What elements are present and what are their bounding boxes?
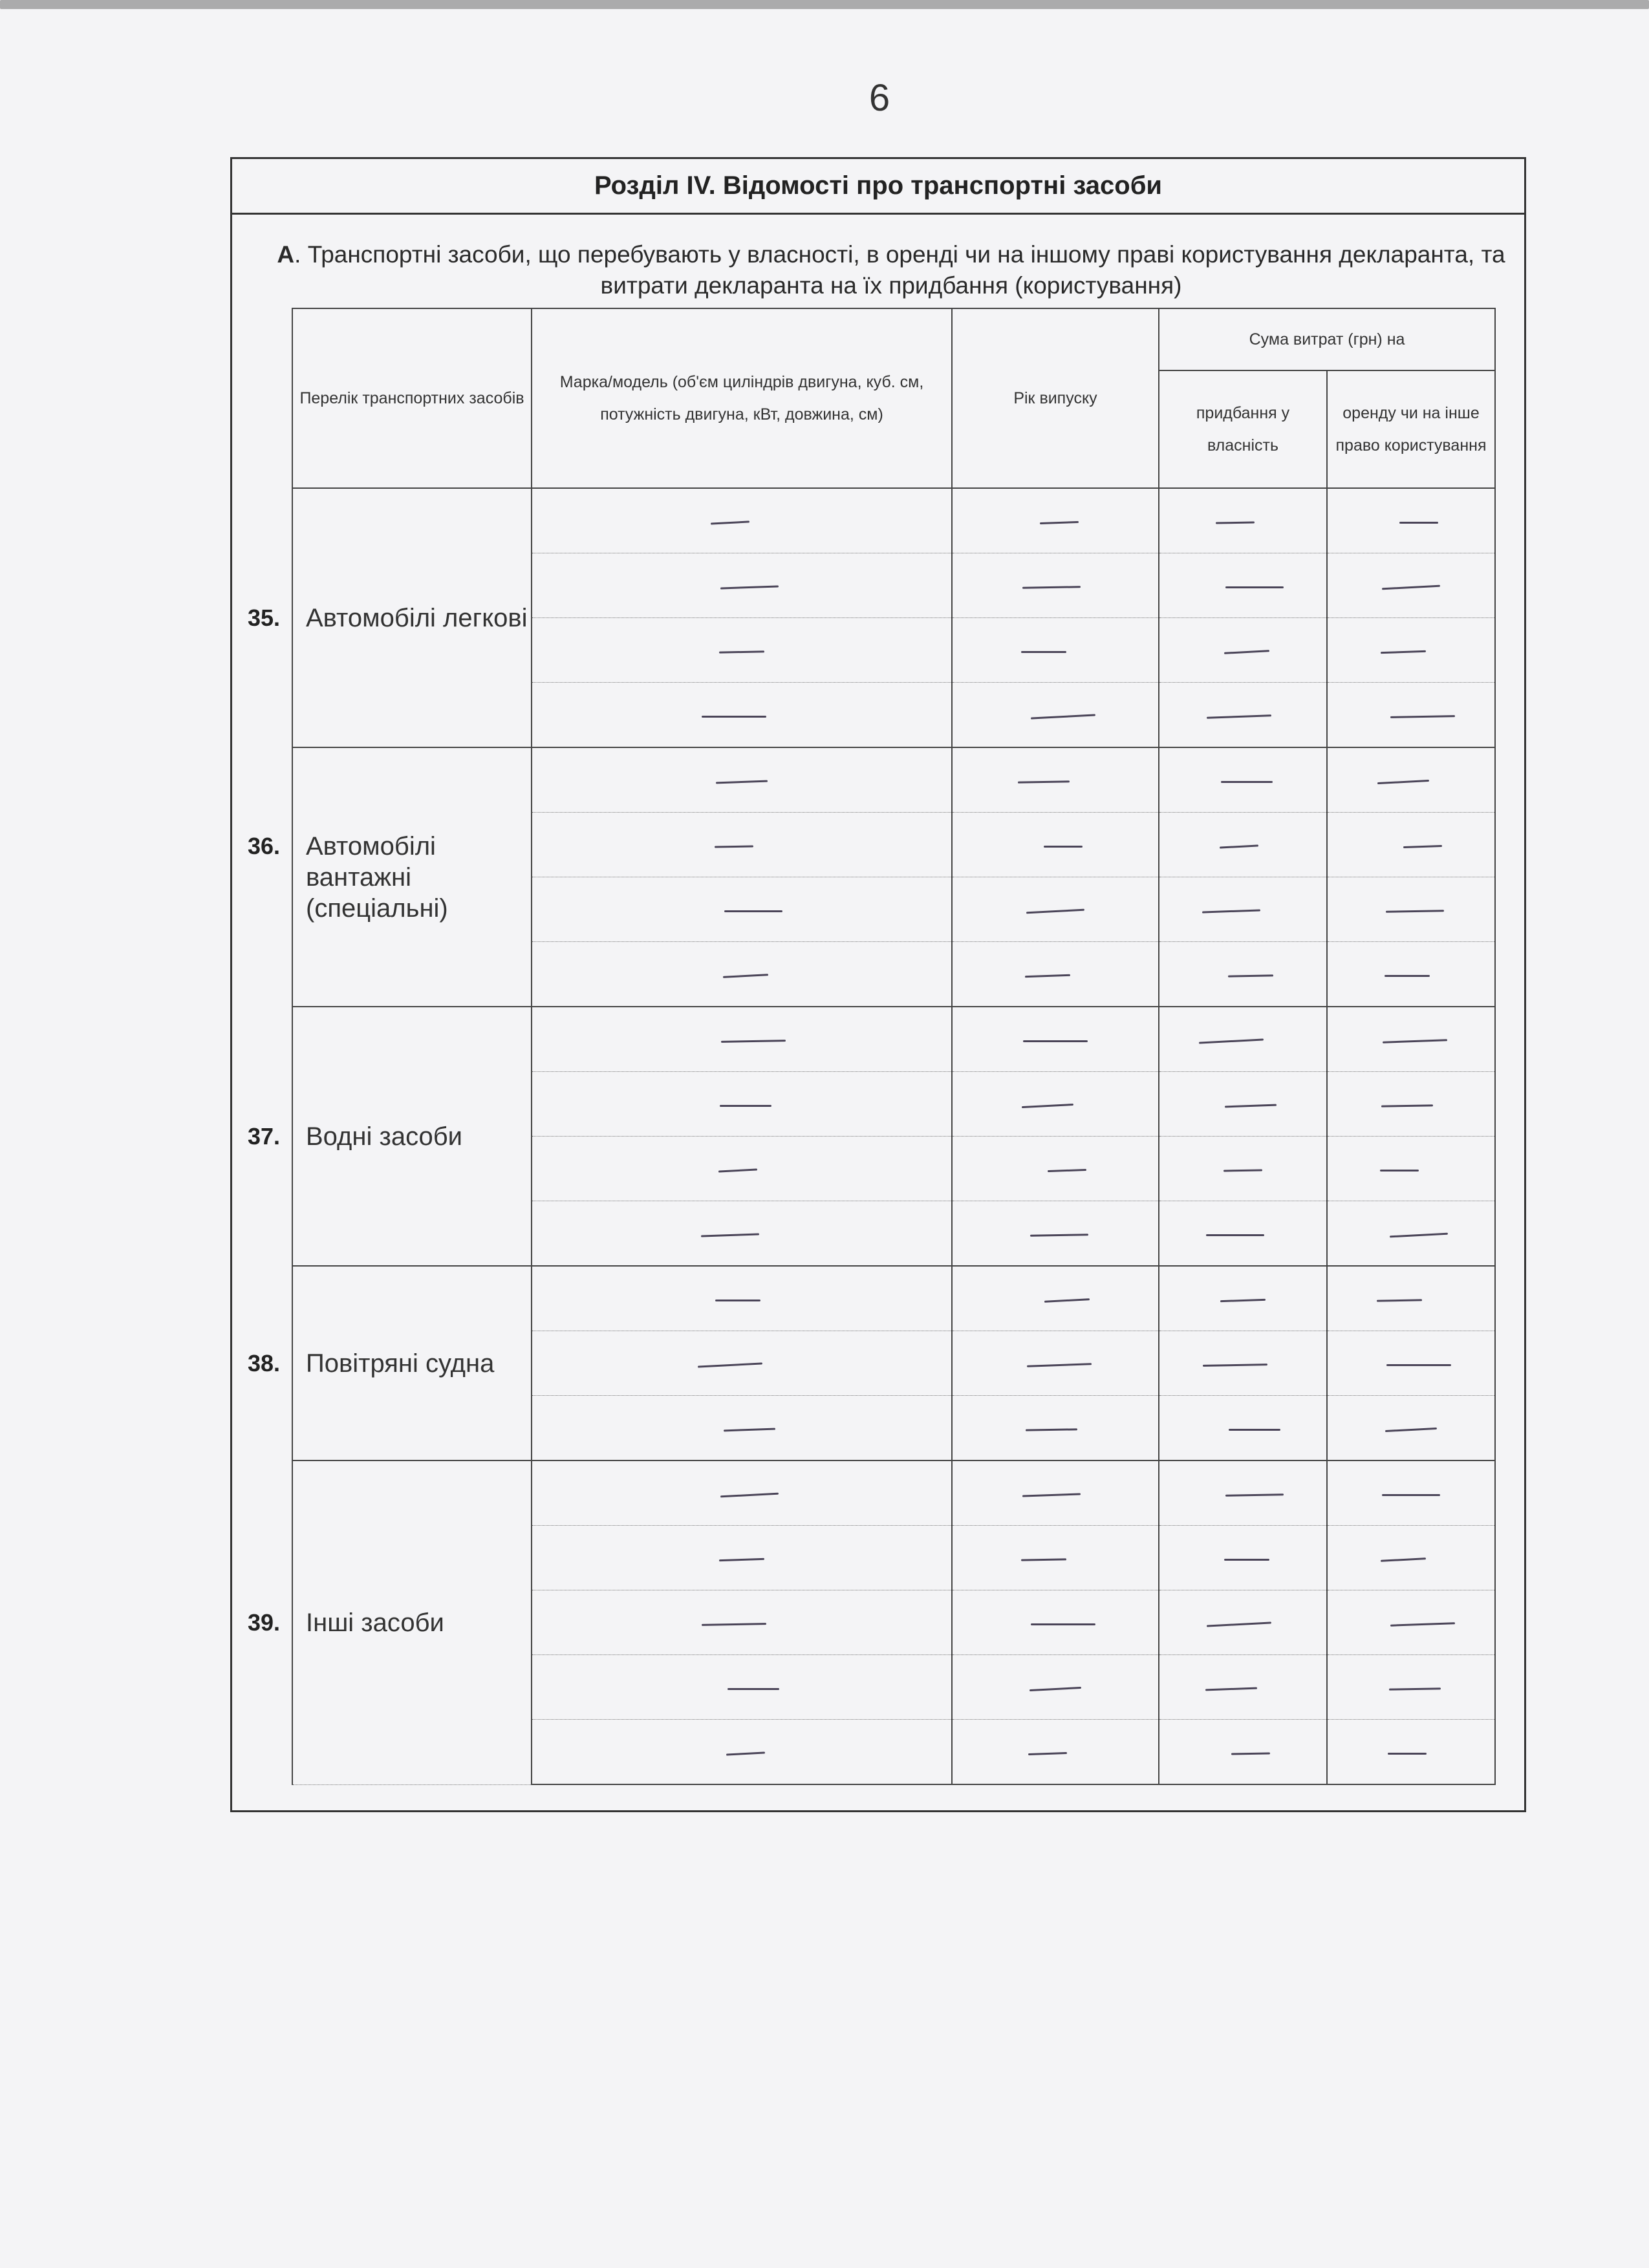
empty-dash-mark: [1385, 1427, 1437, 1431]
empty-dash-mark: [1025, 974, 1070, 977]
empty-dash-mark: [1224, 1559, 1269, 1561]
table-body: [248, 488, 1495, 1784]
empty-dash-mark: [1048, 1168, 1086, 1171]
empty-dash-mark: [701, 1233, 759, 1237]
table-row: [292, 747, 1495, 813]
empty-dash-mark: [1022, 1493, 1081, 1497]
cell-model: [532, 1072, 952, 1137]
cell-purchase: [1159, 1007, 1327, 1072]
empty-dash-mark: [1388, 1753, 1427, 1755]
cell-year: [952, 1526, 1159, 1590]
cell-purchase: [1159, 553, 1327, 618]
empty-dash-mark: [1390, 1232, 1448, 1237]
category-cell: [248, 1266, 532, 1460]
empty-dash-mark: [1383, 1039, 1447, 1043]
empty-dash-mark: [727, 1688, 779, 1690]
cell-lease: [1327, 553, 1495, 618]
table-row: [292, 488, 1495, 553]
cell-purchase: [1159, 1266, 1327, 1331]
empty-dash-mark: [1027, 1363, 1092, 1367]
cell-model: [532, 1460, 952, 1526]
scan-edge-mark: [0, 0, 1649, 9]
cell-purchase: [1159, 877, 1327, 942]
empty-dash-mark: [1380, 1170, 1419, 1171]
cell-lease: [1327, 1201, 1495, 1267]
empty-dash-mark: [1040, 520, 1079, 524]
empty-dash-mark: [1021, 651, 1066, 653]
empty-dash-mark: [724, 1428, 775, 1431]
empty-dash-mark: [1199, 1038, 1264, 1043]
cell-year: [952, 1590, 1159, 1655]
cell-purchase: [1159, 1072, 1327, 1137]
cell-purchase: [1159, 942, 1327, 1007]
row-number: 35.: [248, 604, 281, 631]
cell-year: [952, 1266, 1159, 1331]
category-label: Автомобілі легкові: [306, 603, 528, 632]
empty-dash-mark: [711, 520, 749, 524]
cell-lease: [1327, 618, 1495, 683]
cell-model: [532, 1526, 952, 1590]
category-label: Інші засоби: [306, 1608, 444, 1637]
header-year: Рік випуску: [952, 308, 1159, 488]
empty-dash-mark: [698, 1362, 762, 1367]
empty-dash-mark: [1216, 521, 1255, 524]
empty-dash-mark: [1028, 1751, 1067, 1755]
empty-dash-mark: [1206, 1234, 1264, 1236]
cell-year: [952, 942, 1159, 1007]
empty-dash-mark: [1203, 1364, 1267, 1367]
cell-purchase: [1159, 1137, 1327, 1201]
cell-year: [952, 813, 1159, 877]
cell-lease: [1327, 877, 1495, 942]
empty-dash-mark: [718, 1168, 757, 1172]
cell-model: [532, 618, 952, 683]
category-cell: [248, 1007, 532, 1266]
empty-dash-mark: [720, 1492, 779, 1497]
cell-year: [952, 1072, 1159, 1137]
cell-model: [532, 942, 952, 1007]
empty-dash-mark: [723, 974, 768, 978]
cell-year: [952, 1201, 1159, 1267]
empty-dash-mark: [702, 1623, 766, 1626]
empty-dash-mark: [1220, 844, 1258, 848]
vehicles-table: [248, 308, 1496, 1785]
empty-dash-mark: [1031, 1623, 1095, 1625]
empty-dash-mark: [1231, 1752, 1270, 1755]
empty-dash-mark: [1403, 844, 1442, 848]
empty-dash-mark: [1377, 1299, 1422, 1301]
empty-dash-mark: [1022, 586, 1081, 589]
cell-purchase: [1159, 1460, 1327, 1526]
cell-lease: [1327, 813, 1495, 877]
empty-dash-mark: [1221, 781, 1273, 783]
cell-model: [532, 1655, 952, 1720]
header-purchase: придбання у власність: [1159, 370, 1327, 488]
empty-dash-mark: [1382, 1494, 1440, 1496]
cell-lease: [1327, 1590, 1495, 1655]
cell-lease: [1327, 1720, 1495, 1785]
row-number: 37.: [248, 1122, 281, 1150]
empty-dash-mark: [1223, 1169, 1262, 1171]
cell-year: [952, 1720, 1159, 1785]
cell-model: [532, 1396, 952, 1461]
cell-purchase: [1159, 488, 1327, 553]
cell-purchase: [1159, 1655, 1327, 1720]
subsection-title: [271, 239, 1511, 301]
cell-model: [532, 877, 952, 942]
empty-dash-mark: [1026, 908, 1084, 914]
cell-model: [532, 1266, 952, 1331]
empty-dash-mark: [1018, 780, 1070, 783]
empty-dash-mark: [1228, 974, 1273, 977]
cell-lease: [1327, 1137, 1495, 1201]
cell-purchase: [1159, 1590, 1327, 1655]
empty-dash-mark: [1389, 1687, 1441, 1690]
empty-dash-mark: [1202, 909, 1260, 913]
table-row: [292, 1266, 1495, 1331]
subsection-letter: А: [277, 241, 295, 268]
empty-dash-mark: [1207, 1621, 1271, 1627]
cell-model: [532, 683, 952, 748]
cell-purchase: [1159, 1396, 1327, 1461]
empty-dash-mark: [716, 780, 768, 784]
cell-purchase: [1159, 1720, 1327, 1785]
empty-dash-mark: [720, 585, 779, 589]
empty-dash-mark: [1390, 715, 1455, 718]
empty-dash-mark: [1205, 1687, 1257, 1691]
cell-lease: [1327, 1266, 1495, 1331]
empty-dash-mark: [702, 716, 766, 718]
cell-lease: [1327, 942, 1495, 1007]
empty-dash-mark: [719, 650, 764, 653]
empty-dash-mark: [719, 1557, 764, 1561]
header-lease: оренду чи на інше право користування: [1327, 370, 1495, 488]
empty-dash-mark: [1225, 586, 1284, 588]
cell-year: [952, 1137, 1159, 1201]
cell-lease: [1327, 747, 1495, 813]
category-label: Автомобілі вантажні (спеціальні): [306, 831, 448, 923]
cell-purchase: [1159, 618, 1327, 683]
cell-year: [952, 1396, 1159, 1461]
category-label: Повітряні судна: [306, 1349, 495, 1378]
empty-dash-mark: [1381, 1104, 1433, 1107]
cell-lease: [1327, 1460, 1495, 1526]
empty-dash-mark: [1029, 1686, 1081, 1691]
cell-purchase: [1159, 813, 1327, 877]
row-number: 38.: [248, 1349, 281, 1376]
cell-year: [952, 1007, 1159, 1072]
cell-model: [532, 1201, 952, 1267]
empty-dash-mark: [1390, 1622, 1455, 1626]
empty-dash-mark: [1385, 975, 1430, 977]
cell-model: [532, 1590, 952, 1655]
empty-dash-mark: [1386, 1364, 1451, 1366]
cell-model: [532, 1007, 952, 1072]
category-cell: [248, 1460, 532, 1784]
cell-lease: [1327, 1072, 1495, 1137]
cell-purchase: [1159, 1331, 1327, 1396]
empty-dash-mark: [1386, 910, 1444, 913]
category-label: Водні засоби: [306, 1122, 463, 1151]
cell-purchase: [1159, 1201, 1327, 1267]
header-make-model: Марка/модель (об'єм циліндрів двигуна, куб. см, потужність двигуна, кВт, довжина, см): [532, 308, 952, 488]
cell-lease: [1327, 1655, 1495, 1720]
row-number: 39.: [248, 1609, 281, 1636]
empty-dash-mark: [724, 910, 782, 912]
page-number: 6: [868, 77, 890, 119]
section-title: Розділ IV. Відомості про транспортні засоби: [232, 159, 1524, 215]
cell-model: [532, 1331, 952, 1396]
empty-dash-mark: [1382, 584, 1440, 590]
empty-dash-mark: [726, 1751, 765, 1755]
table-row: [292, 1460, 1495, 1526]
empty-dash-mark: [1224, 650, 1269, 654]
empty-dash-mark: [1381, 650, 1426, 653]
cell-purchase: [1159, 747, 1327, 813]
cell-year: [952, 618, 1159, 683]
cell-model: [532, 488, 952, 553]
cell-lease: [1327, 683, 1495, 748]
cell-year: [952, 1331, 1159, 1396]
cell-model: [532, 813, 952, 877]
empty-dash-mark: [720, 1105, 771, 1107]
empty-dash-mark: [1023, 1040, 1088, 1042]
cell-lease: [1327, 1331, 1495, 1396]
category-cell: [248, 488, 532, 747]
empty-dash-mark: [1022, 1103, 1073, 1107]
empty-dash-mark: [1225, 1104, 1277, 1107]
empty-dash-mark: [1207, 714, 1271, 718]
cell-year: [952, 553, 1159, 618]
cell-year: [952, 747, 1159, 813]
header-expense-sum: Сума витрат (грн) на: [1159, 308, 1495, 370]
empty-dash-mark: [1021, 1558, 1066, 1561]
row-number: 36.: [248, 832, 281, 859]
empty-dash-mark: [1377, 779, 1429, 784]
cell-year: [952, 683, 1159, 748]
empty-dash-mark: [1030, 1234, 1088, 1237]
empty-dash-mark: [1225, 1493, 1284, 1497]
empty-dash-mark: [1044, 1298, 1090, 1303]
cell-year: [952, 1655, 1159, 1720]
subsection-text: . Транспортні засоби, що перебувають у власності, в оренді чи на іншому праві користування декларанта, та витрати декларанта на їх придбання (користування): [294, 241, 1505, 299]
table-row: [292, 1007, 1495, 1072]
cell-year: [952, 877, 1159, 942]
empty-dash-mark: [1044, 846, 1083, 848]
empty-dash-mark: [1399, 522, 1438, 524]
vehicles-form: [230, 157, 1526, 1812]
cell-purchase: [1159, 683, 1327, 748]
empty-dash-mark: [1381, 1557, 1426, 1562]
empty-dash-mark: [1220, 1298, 1266, 1301]
header-vehicle-list: Перелік транспортних засобів: [292, 308, 532, 488]
cell-lease: [1327, 1526, 1495, 1590]
empty-dash-mark: [721, 1040, 786, 1043]
empty-dash-mark: [1229, 1429, 1280, 1431]
cell-model: [532, 747, 952, 813]
cell-lease: [1327, 488, 1495, 553]
cell-model: [532, 1720, 952, 1785]
cell-year: [952, 488, 1159, 553]
cell-lease: [1327, 1396, 1495, 1461]
empty-dash-mark: [1026, 1428, 1077, 1431]
category-cell: [248, 747, 532, 1007]
cell-model: [532, 1137, 952, 1201]
cell-year: [952, 1460, 1159, 1526]
empty-dash-mark: [715, 1300, 760, 1301]
empty-dash-mark: [715, 845, 753, 848]
cell-lease: [1327, 1007, 1495, 1072]
cell-model: [532, 553, 952, 618]
cell-purchase: [1159, 1526, 1327, 1590]
empty-dash-mark: [1031, 714, 1095, 719]
